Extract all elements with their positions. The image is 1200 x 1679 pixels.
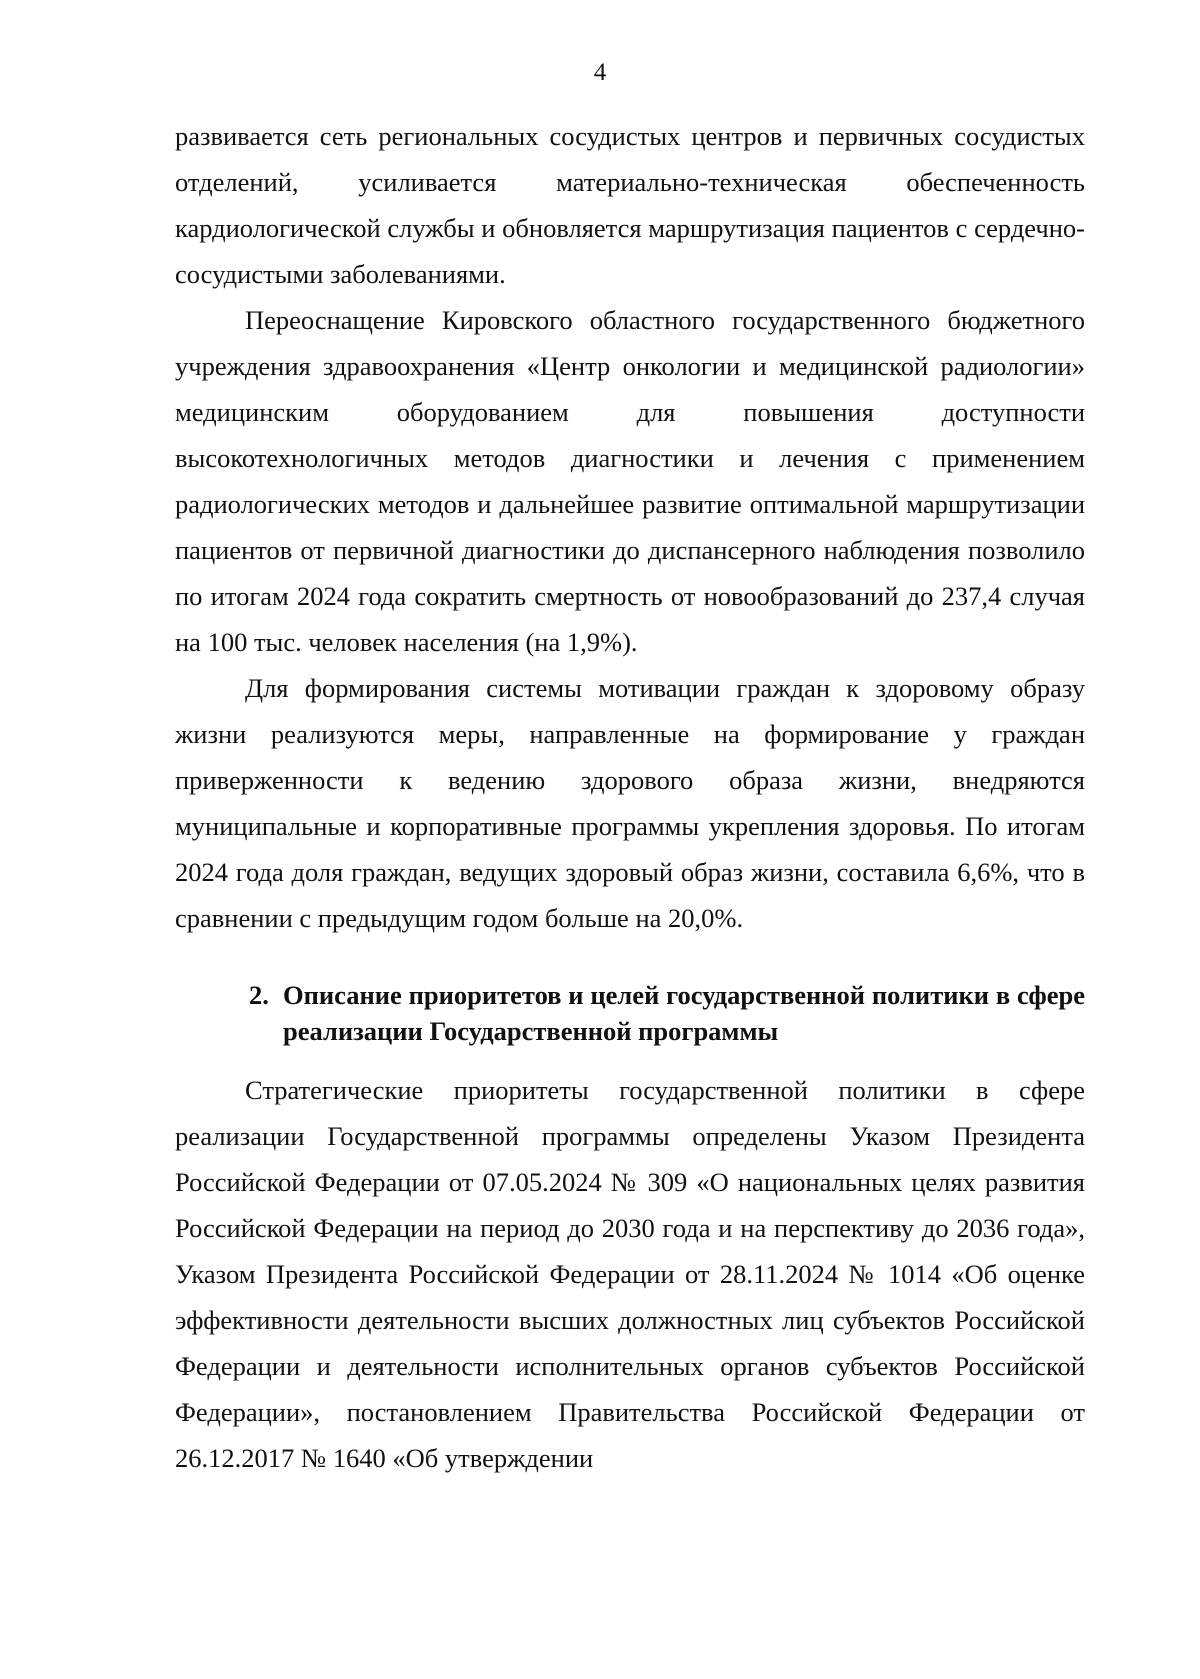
paragraph-3: Для формирования системы мотивации граждан к здоровому образу жизни реализуются меры, направленные на формирование у граждан приверженности к ведению здорового образа жизни, внедряются муниципальные и корпоративные программы укрепления здоровья. По итогам 2024 года доля граждан, ведущих здоровый образ жизни, составила 6,6%, что в сравнении с предыдущим годом больше на 20,0%. [175,673,1085,933]
section-heading-text: Описание приоритетов и целей государственной политики в сфере реализации Государственной программы [283,980,1085,1046]
paragraph-1: развивается сеть региональных сосудистых центров и первичных сосудистых отделений, усиливается материально-техническая обеспеченность кардиологической службы и обновляется маршрутизация пациентов с сердечно-сосудистыми заболеваниями. [175,121,1085,289]
document-body [175,113,1085,1481]
paragraph-4: Стратегические приоритеты государственной политики в сфере реализации Государственной программы определены Указом Президента Российской Федерации от 07.05.2024 № 309 «О национальных целях развития Российской Федерации на период до 2030 года и на перспективу до 2036 года», Указом Президента Российской Федерации от 28.11.2024 № 1014 «Об оценке эффективности деятельности высших должностных лиц субъектов Российской Федерации и деятельности исполнительных органов субъектов Российской Федерации», постановлением Правительства Российской Федерации от 26.12.2017 № 1640 «Об утверждении [175,1075,1085,1473]
section-heading [175,977,1085,1049]
section-heading-number: 2. [249,980,269,1010]
page-number: 4 [593,59,607,86]
paragraph-2: Переоснащение Кировского областного государственного бюджетного учреждения здравоохранения «Центр онкологии и медицинской радиологии» медицинским оборудованием для повышения доступности высокотехнологичных методов диагностики и лечения с применением радиологических методов и дальнейшее развитие оптимальной маршрутизации пациентов от первичной диагностики до диспансерного наблюдения позволило по итогам 2024 года сократить смертность от новообразований до 237,4 случая на 100 тыс. человек населения (на 1,9%). [175,305,1085,657]
